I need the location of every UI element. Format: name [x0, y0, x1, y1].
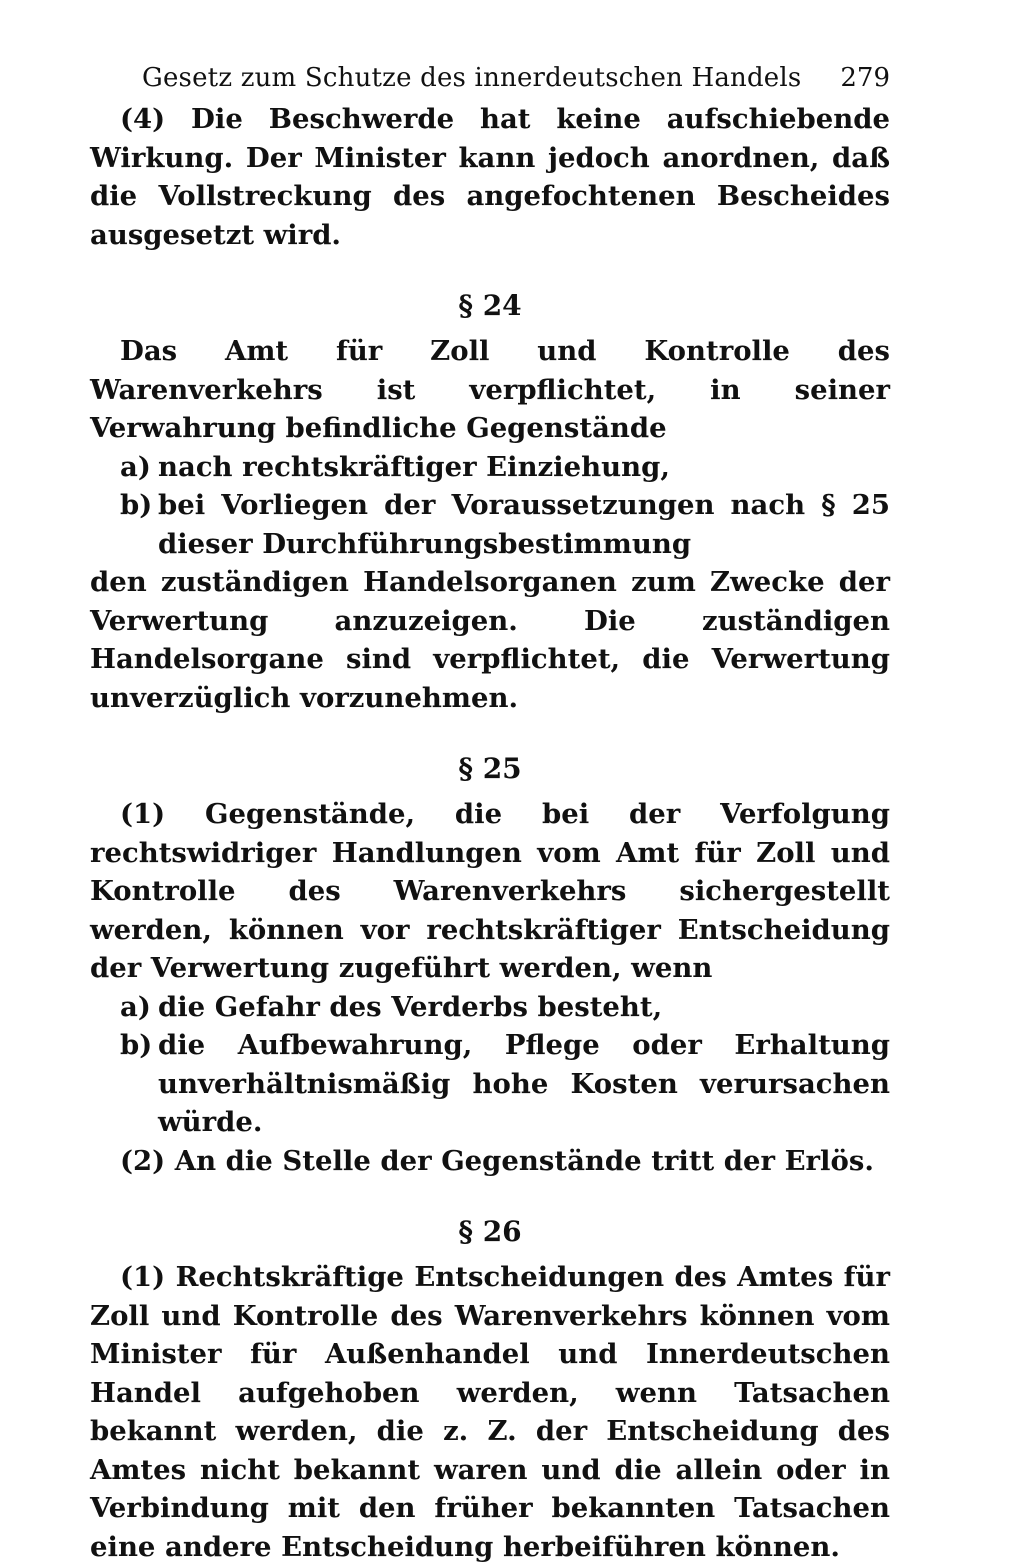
list-item-text: nach rechtskräftiger Einziehung, — [158, 450, 670, 483]
section-heading-24: § 24 — [458, 289, 522, 322]
section-heading-26: § 26 — [458, 1215, 522, 1248]
list-marker: b) — [120, 1029, 153, 1061]
running-header — [90, 56, 890, 100]
running-header-title: Gesetz zum Schutze des innerdeutschen Handels — [142, 63, 802, 93]
paragraph-24-outro: den zuständigen Handelsorganen zum Zwecke der Verwertung anzuzeigen. Die zuständigen Handelsorgane sind verpflichtet, die Verwertung unverzüglich vorzunehmen. — [90, 566, 890, 714]
section-heading-25: § 25 — [458, 752, 522, 785]
list-marker: a) — [120, 990, 151, 1023]
list-marker: a) — [120, 450, 151, 483]
list-item-text: die Gefahr des Verderbs besteht, — [158, 990, 663, 1023]
list-item — [90, 1026, 890, 1142]
document-page — [90, 56, 890, 1566]
paragraph-24-intro: Das Amt für Zoll und Kontrolle des Warenverkehrs ist verpflichtet, in seiner Verwahrung befindliche Gegenstände — [90, 335, 890, 444]
page-number: 279 — [840, 63, 890, 93]
list-item — [90, 486, 890, 563]
list-item — [90, 448, 890, 487]
paragraph-25-2: (2) An die Stelle der Gegenstände tritt der Erlös. — [120, 1144, 874, 1177]
paragraph-25-1: (1) Gegenstände, die bei der Verfolgung rechtswidriger Handlungen vom Amt für Zoll und Kontrolle des Warenverkehrs sichergestellt werden, können vor rechtskräftiger Entscheidung der Verwertung zugeführt werden, wenn — [90, 798, 890, 984]
list-marker: b) — [120, 489, 153, 521]
paragraph-23-4: (4) Die Beschwerde hat keine aufschiebende Wirkung. Der Minister kann jedoch anordnen, daß die Vollstreckung des angefochtenen Bescheides ausgesetzt wird. — [90, 103, 890, 251]
list-item-text: die Aufbewahrung, Pflege oder Erhaltung unverhältnismäßig hohe Kosten verursachen würde. — [158, 1029, 890, 1138]
list-item — [90, 988, 890, 1027]
paragraph-26-1: (1) Rechtskräftige Entscheidungen des Amtes für Zoll und Kontrolle des Warenverkehrs können vom Minister für Außenhandel und Innerdeutschen Handel aufgehoben werden, wenn Tatsachen bekannt werden, die z. Z. der Entscheidung des Amtes nicht bekannt waren und die allein oder in Verbindung mit den früher bekannten Tatsachen eine andere Entscheidung herbeiführen können. — [90, 1261, 890, 1563]
list-item-text: bei Vorliegen der Voraussetzungen nach § 25 dieser Durchführungsbestimmung — [158, 489, 890, 560]
